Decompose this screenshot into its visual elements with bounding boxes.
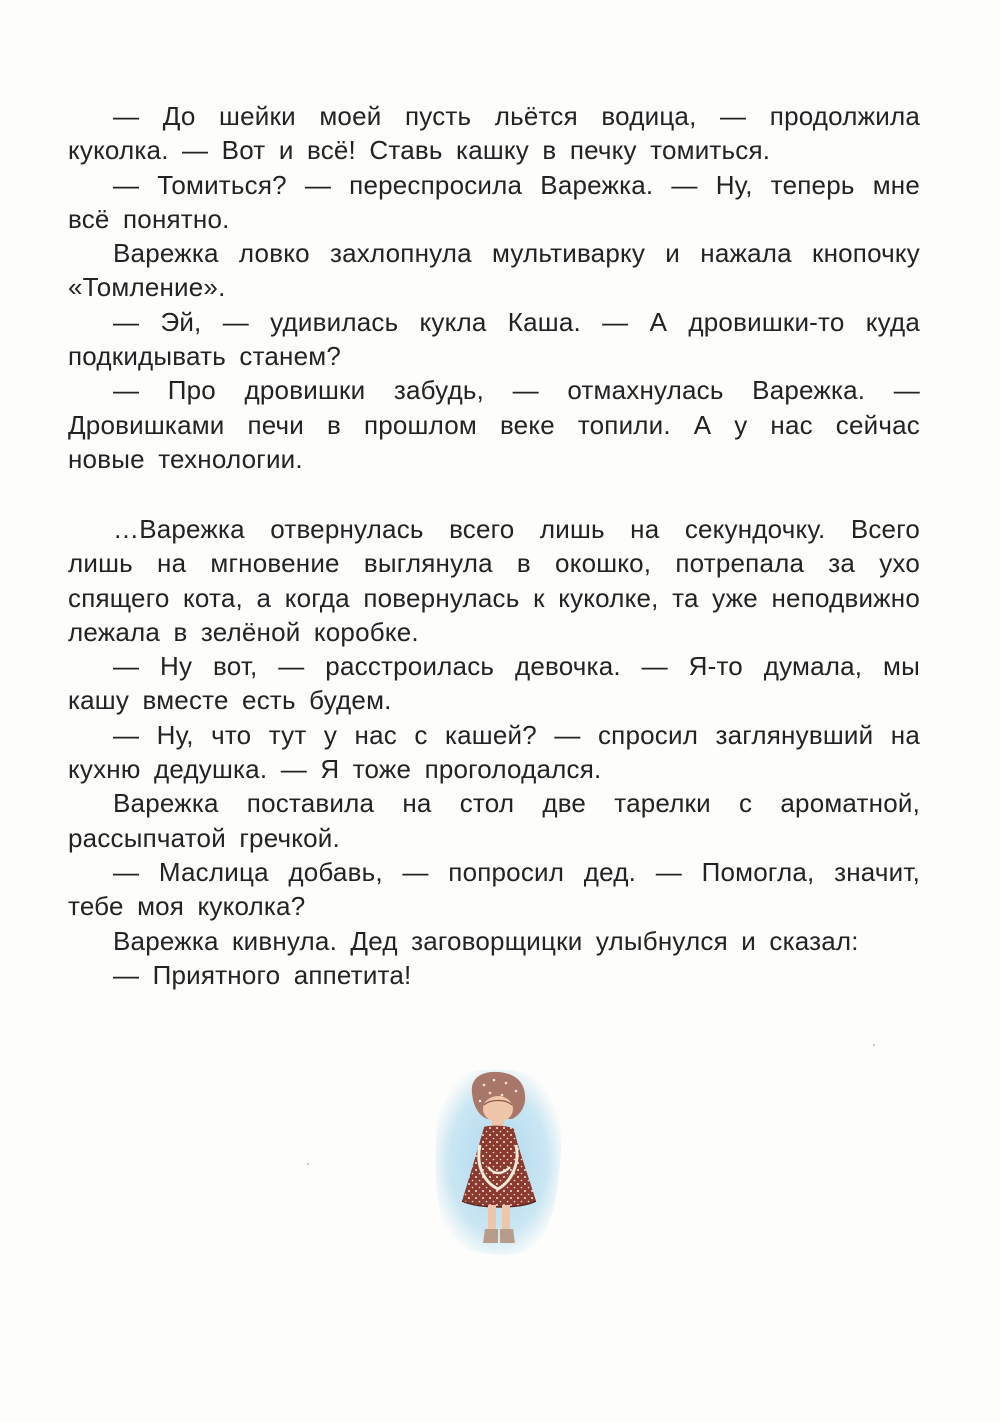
paper-speck	[873, 1044, 875, 1046]
paragraph: — До шейки моей пусть льётся водица, — продолжила куколка. — Вот и всё! Ставь кашку в печку томиться.	[68, 101, 920, 166]
text-section-2	[68, 512, 920, 992]
paragraph: Варежка ловко захлопнула мультиварку и нажала кнопочку «Томление».	[68, 238, 920, 303]
rag-doll-illustration	[432, 1063, 565, 1258]
paragraph: — Томиться? — переспросила Варежка. — Ну, теперь мне всё понятно.	[68, 169, 920, 234]
paragraph: — Эй, — удивилась кукла Каша. — А дровишки-то куда подкидывать станем?	[68, 306, 920, 372]
paragraph: — Маслица добавь, — попросил дед. — Помогла, значит, тебе моя куколка?	[68, 856, 920, 922]
paragraph: — Ну, что тут у нас с кашей? — спросил заглянувший на кухню дедушка. — Я тоже проголодался.	[68, 719, 920, 785]
paper-speck	[307, 1163, 309, 1165]
text-section-1	[68, 99, 920, 476]
paragraph: Варежка поставила на стол две тарелки с ароматной, рассыпчатой гречкой.	[68, 788, 920, 853]
paragraph: — Приятного аппетита!	[113, 959, 412, 990]
paragraph: …Варежка отвернулась всего лишь на секундочку. Всего лишь на мгновение выглянула в окошко, потрепала за ухо спящего кота, а когда повернулась к куколке, та уже неподвижно лежала в зелёной коробке.	[68, 514, 920, 647]
paragraph: — Про дровишки забудь, — отмахнулась Варежка. — Дровишками печи в прошлом веке топили. А у нас сейчас новые технологии.	[68, 375, 920, 474]
rag-doll-icon	[432, 1063, 565, 1258]
paragraph: — Ну вот, — расстроилась девочка. — Я-то думала, мы кашу вместе есть будем.	[68, 651, 920, 716]
paragraph: Варежка кивнула. Дед заговорщицки улыбнулся и сказал:	[113, 925, 859, 956]
